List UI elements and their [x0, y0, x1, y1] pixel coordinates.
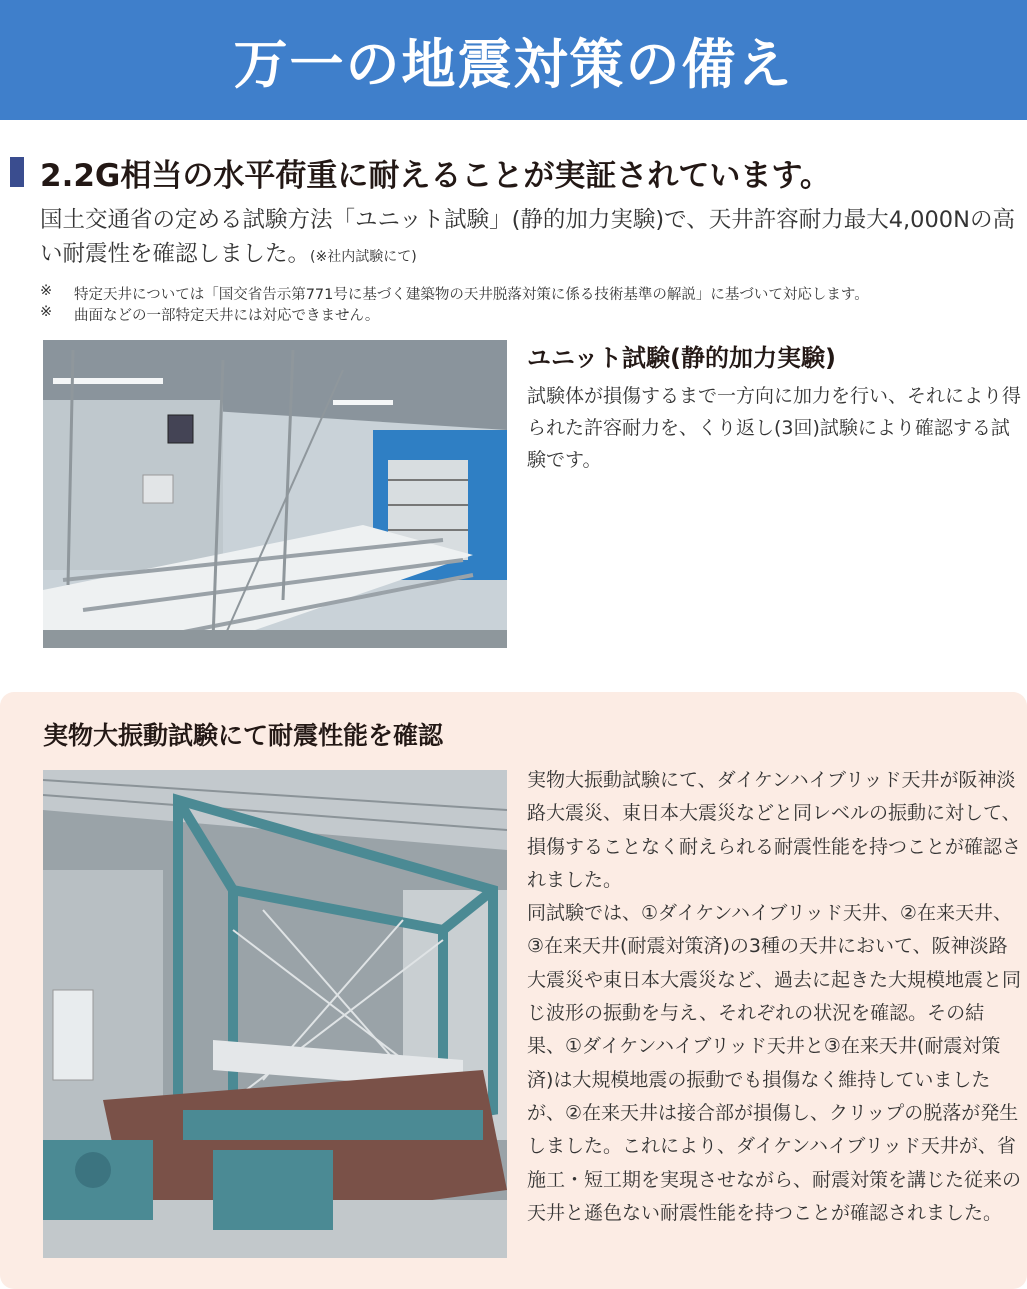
heading-marker	[10, 157, 24, 187]
shake-test-heading: 実物大振動試験にて耐震性能を確認	[43, 721, 444, 750]
footnote-mark: ※	[40, 304, 53, 320]
shake-test-paragraph: 同試験では、①ダイケンハイブリッド天井、②在来天井、③在来天井(耐震対策済)の3種の天井において、阪神淡路大震災や東日本大震災など、過去に起きた大規模地震と同じ波形の振動を与え、それぞれの状況を確認。その結果、①ダイケンハイブリッド天井と③在来天井(耐震対策済)は大規模地震の振動でも損傷なく維持していましたが、②在来天井は接合部が損傷し、クリップの脱落が発生しました。これにより、ダイケンハイブリッド天井が、省施工・短工期を実現させながら、耐震対策を講じた従来の天井と遜色ない耐震性能を持つことが確認されました。	[527, 902, 1022, 1224]
header-banner	[0, 0, 1027, 120]
footnote-mark: ※	[40, 283, 53, 299]
footnote-text: 特定天井については「国交省告示第771号に基づく建築物の天井脱落対策に係る技術基準の解説」に基づいて対応します。	[74, 287, 869, 303]
shake-table-photo	[43, 770, 507, 1258]
unit-test-description: 試験体が損傷するまで一方向に加力を行い、それにより得られた許容耐力を、くり返し(3回)試験により確認する試験です。	[527, 385, 1022, 471]
unit-test-photo	[43, 340, 507, 648]
page-title: 万一の地震対策の備え	[233, 32, 794, 96]
shake-test-paragraph: 実物大振動試験にて、ダイケンハイブリッド天井が阪神淡路大震災、東日本大震災などと同レベルの振動に対して、損傷することなく耐えられる耐震性能を持つことが確認されました。	[527, 769, 1022, 891]
shake-test-description	[527, 764, 1022, 1230]
section-title: 2.2G相当の水平荷重に耐えることが実証されています。	[40, 157, 831, 194]
section-heading	[10, 152, 831, 192]
unit-test-heading: ユニット試験(静的加力実験)	[527, 344, 836, 372]
intro-main: 国土交通省の定める試験方法「ユニット試験」(静的加力実験)で、天井許容耐力最大4,000Nの高い耐震性を確認しました。	[40, 207, 1015, 267]
footnote	[40, 283, 869, 304]
intro-note: (※社内試験にて)	[310, 249, 417, 265]
footnote-text: 曲面などの一部特定天井には対応できません。	[74, 308, 380, 324]
footnote	[40, 304, 379, 325]
intro-text	[40, 203, 1020, 274]
